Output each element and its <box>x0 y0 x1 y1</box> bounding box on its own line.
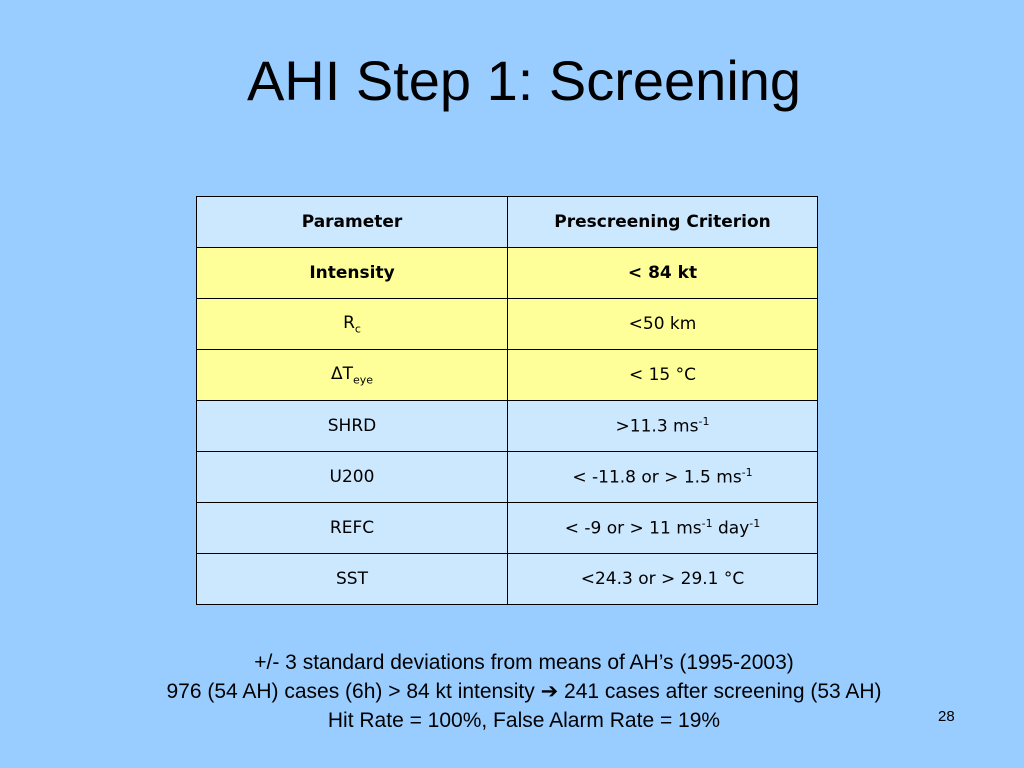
criterion-cell <box>508 503 818 554</box>
screening-criteria-table <box>196 196 818 605</box>
notes-block <box>0 648 1024 735</box>
table-row-rc <box>197 299 818 350</box>
criterion-part-a: < -9 or > 11 ms <box>564 518 702 539</box>
header-criterion: Prescreening Criterion <box>508 197 818 248</box>
page-number: 28 <box>938 708 955 725</box>
criterion-cell: <24.3 or > 29.1 °C <box>508 554 818 605</box>
criterion-cell: <50 km <box>508 299 818 350</box>
table-row-u200 <box>197 452 818 503</box>
criterion-main: >11.3 ms <box>615 416 699 437</box>
criterion-superscript: -1 <box>698 415 710 429</box>
slide-title: AHI Step 1: Screening <box>246 49 802 112</box>
criterion-superscript: -1 <box>701 517 713 531</box>
note-line-1: +/- 3 standard deviations from means of AH’s (1995-2003) <box>254 651 794 674</box>
param-main: ΔT <box>330 363 353 384</box>
criterion-main: < -11.8 or > 1.5 ms <box>572 467 742 488</box>
note-line-2-b: 241 cases after screening (53 AH) <box>558 680 882 703</box>
param-subscript: c <box>354 322 361 336</box>
criterion-cell <box>508 401 818 452</box>
table-row-refc <box>197 503 818 554</box>
right-arrow-icon: ➔ <box>540 680 559 703</box>
header-parameter: Parameter <box>197 197 508 248</box>
note-line-2-a: 976 (54 AH) cases (6h) > 84 kt intensity <box>166 680 541 703</box>
param-cell <box>197 299 508 350</box>
param-cell: REFC <box>197 503 508 554</box>
table-header-row <box>197 197 818 248</box>
table-row-delta-t-eye <box>197 350 818 401</box>
table-row-intensity <box>197 248 818 299</box>
param-cell: SHRD <box>197 401 508 452</box>
criterion-cell: < 15 °C <box>508 350 818 401</box>
criterion-part-b: day <box>712 518 750 539</box>
criterion-cell <box>508 452 818 503</box>
note-line-2 <box>0 677 1024 706</box>
param-cell: Intensity <box>197 248 508 299</box>
criterion-cell: < 84 kt <box>508 248 818 299</box>
criterion-superscript: -1 <box>741 466 753 480</box>
param-cell: U200 <box>197 452 508 503</box>
table-row-shrd <box>197 401 818 452</box>
param-cell: SST <box>197 554 508 605</box>
param-subscript: eye <box>352 373 374 387</box>
criterion-superscript: -1 <box>749 517 761 531</box>
note-line-3: Hit Rate = 100%, False Alarm Rate = 19% <box>327 709 721 732</box>
table-row-sst <box>197 554 818 605</box>
param-cell <box>197 350 508 401</box>
param-main: R <box>343 312 355 333</box>
